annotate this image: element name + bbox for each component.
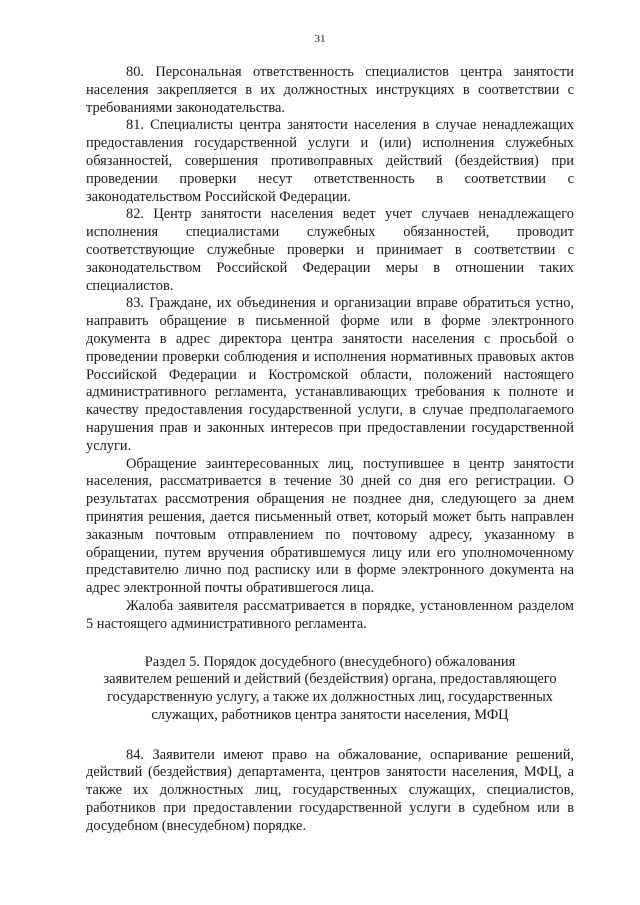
paragraph-complaint: Жалоба заявителя рассматривается в порядке, установленном разделом 5 настоящего административного регламента. [86, 597, 574, 632]
section-5-heading [86, 654, 574, 725]
paragraph-83: 83. Граждане, их объединения и организации вправе обратиться устно, направить обращение в письменной форме или в форме электронного документа в адрес директора центра занятости населения с просьбой о проведении проверки соблюдения и исполнения нормативных правовых актов Российской Федерации и Костромской области, положений настоящего административного регламента, устанавливающих требования к полноте и качеству предоставления государственной услуги, в случае предполагаемого нарушения прав и законных интересов при предоставлении государственной услуги. [86, 295, 574, 454]
paragraph-82: 82. Центр занятости населения ведет учет случаев ненадлежащего исполнения специалистами служебных обязанностей, проводит соответствующие служебные проверки и принимает в соответствии с законодательством Российской Федерации меры в отношении таких специалистов. [86, 206, 574, 294]
document-body [86, 64, 574, 836]
paragraph-81: 81. Специалисты центра занятости населения в случае ненадлежащих предоставления государственной услуги и (или) исполнения служебных обязанностей, совершения противоправных действий (бездействия) при проведении проверки несут ответственность в соответствии с законодательством Российской Федерации. [86, 117, 574, 205]
section-heading-line: государственную услугу, а также их должностных лиц, государственных [107, 689, 553, 706]
paragraph-84: 84. Заявители имеют право на обжалование, оспаривание решений, действий (бездействия) департамента, центров занятости населения, МФЦ, а также их должностных лиц, государственных служащих, специалистов, работников при предоставлении государственной услуги в судебном или в досудебном (внесудебном) порядке. [86, 746, 574, 834]
page-number: 31 [314, 33, 326, 45]
paragraph-80: 80. Персональная ответственность специалистов центра занятости населения закрепляется в их должностных инструкциях в соответствии с требованиями законодательства. [86, 64, 574, 116]
section-heading-line: Раздел 5. Порядок досудебного (внесудебного) обжалования [144, 653, 516, 670]
paragraph-appeal-processing: Обращение заинтересованных лиц, поступившее в центр занятости населения, рассматривается в течение 30 дней со дня его регистрации. О результатах рассмотрения обращения не позднее дня, следующего за днем принятия решения, дается письменный ответ, который может быть направлен заказным почтовым отправлением по почтовому адресу, указанному в обращении, путем вручения обратившемуся лицу или его уполномоченному представителю лично под расписку или в форме электронного документа на адрес электронной почты обратившегося лица. [86, 455, 574, 597]
section-heading-line: заявителем решений и действий (бездействия) органа, предоставляющего [103, 671, 557, 688]
section-heading-line: служащих, работников центра занятости населения, МФЦ [151, 706, 509, 723]
